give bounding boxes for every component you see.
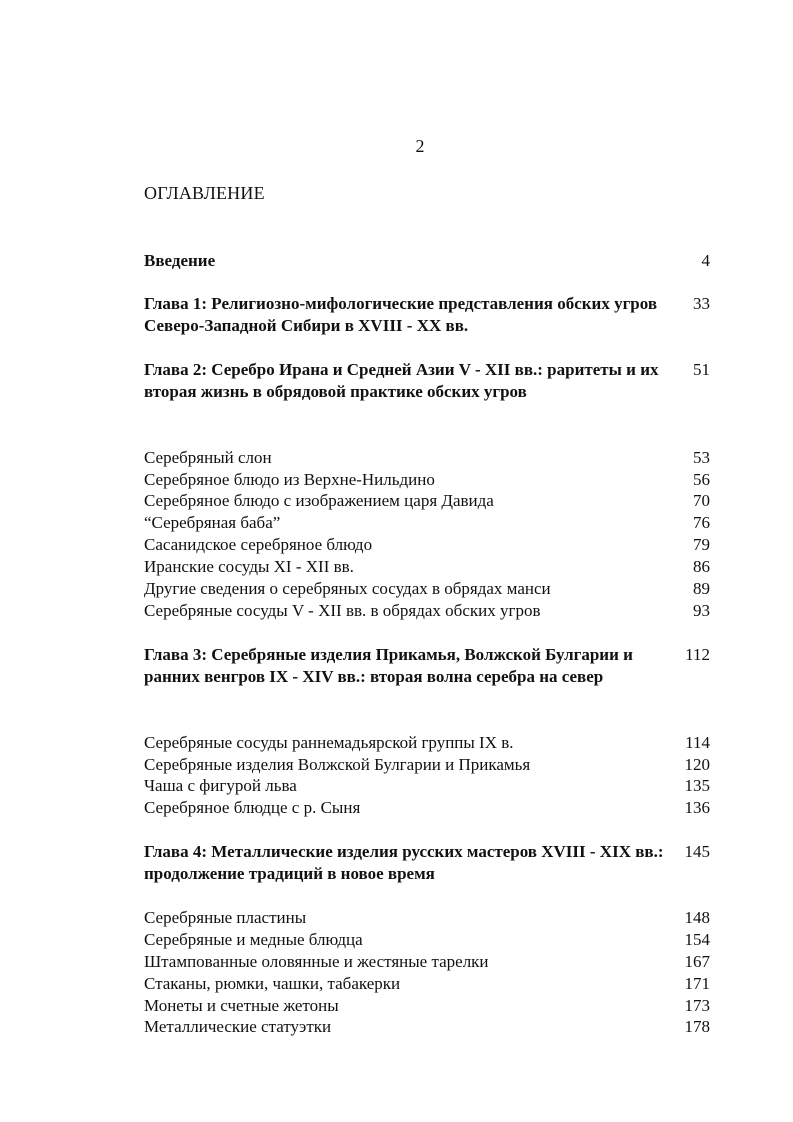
toc-subentry[interactable]: [144, 995, 710, 1017]
toc-subentry[interactable]: [144, 534, 710, 556]
toc-entry-title: Введение: [144, 251, 216, 270]
toc-subentry-title: Штампованные оловянные и жестяные тарелки: [144, 952, 489, 971]
toc-subentry-page: 53: [693, 448, 710, 467]
toc-subentry-title: Серебряное блюдо с изображением царя Давида: [144, 491, 494, 510]
toc-subentry-title: Иранские сосуды XI - XII вв.: [144, 557, 354, 576]
toc-subentry[interactable]: [144, 1016, 710, 1038]
toc-subentry-title: Серебряные изделия Волжской Булгарии и Прикамья: [144, 755, 531, 774]
toc-subentry-title: Серебряное блюдце с р. Сыня: [144, 798, 361, 817]
toc-subentry-page: 56: [693, 470, 710, 489]
toc-subentry-page: 76: [693, 513, 710, 532]
toc-entry-introduction[interactable]: [144, 250, 710, 272]
toc-subentry[interactable]: [144, 447, 710, 469]
toc-subentry-title: Чаша с фигурой льва: [144, 776, 297, 795]
toc-subentry-title: Стаканы, рюмки, чашки, табакерки: [144, 974, 401, 993]
toc-subentry-title: Другие сведения о серебряных сосудах в обрядах манси: [144, 579, 551, 598]
toc-subentry-page: 93: [693, 601, 710, 620]
toc-subentry-page: 148: [684, 908, 710, 927]
toc-subentry[interactable]: [144, 775, 710, 797]
toc-entry-chapter-3[interactable]: [144, 644, 710, 688]
toc-entry-chapter-4[interactable]: [144, 841, 710, 885]
toc-subentry-page: 136: [684, 798, 710, 817]
toc-entry-page: 4: [701, 251, 710, 270]
toc-entry-chapter-2[interactable]: [144, 359, 710, 403]
toc-subentry[interactable]: [144, 797, 710, 819]
toc-subentry[interactable]: [144, 732, 710, 754]
toc-subentry-title: Металлические статуэтки: [144, 1017, 332, 1036]
toc-subentry-title: Монеты и счетные жетоны: [144, 996, 339, 1015]
toc-entry-chapter-1[interactable]: [144, 293, 710, 337]
toc-subentry-title: Серебряное блюдо из Верхне-Нильдино: [144, 470, 435, 489]
toc-subentry-page: 70: [693, 491, 710, 510]
toc-subentry-page: 79: [693, 535, 710, 554]
toc-subentry-page: 171: [684, 974, 710, 993]
toc-subentry-page: 89: [693, 579, 710, 598]
toc-subentry[interactable]: [144, 490, 710, 512]
toc-entry-page: 33: [693, 294, 710, 313]
toc-subentry-page: 135: [684, 776, 710, 795]
toc-subentry-page: 178: [684, 1017, 710, 1036]
toc-subentry[interactable]: [144, 469, 710, 491]
toc-entry-page: 112: [685, 645, 710, 664]
toc-subentry-page: 86: [693, 557, 710, 576]
toc-subentry[interactable]: [144, 556, 710, 578]
toc-subentry-title: Серебряные сосуды раннемадьярской группы IX в.: [144, 733, 514, 752]
toc-subentry-title: Серебряные пластины: [144, 908, 307, 927]
toc-subentry-title: Серебряные сосуды V - XII вв. в обрядах обских угров: [144, 601, 541, 620]
toc-subentry-page: 120: [684, 755, 710, 774]
toc-subentry-page: 114: [685, 733, 710, 752]
toc-subentry[interactable]: [144, 907, 710, 929]
page-number: 2: [415, 136, 425, 156]
toc-entry-title: Глава 3: Серебряные изделия Прикамья, Волжской Булгарии и ранних венгров IX - XIV вв.: вторая волна серебра на север: [144, 645, 633, 686]
toc-entry-page: 145: [684, 842, 710, 861]
toc-subentry[interactable]: [144, 512, 710, 534]
toc-subentry-title: Сасанидское серебряное блюдо: [144, 535, 373, 554]
toc-subentry-page: 173: [684, 996, 710, 1015]
toc-subentry-page: 154: [684, 930, 710, 949]
toc-subentry-title: Серебряные и медные блюдца: [144, 930, 363, 949]
toc-subentry-title: “Серебряная баба”: [144, 513, 281, 532]
toc-subentry[interactable]: [144, 951, 710, 973]
toc-subentry[interactable]: [144, 578, 710, 600]
toc-subentry[interactable]: [144, 600, 710, 622]
toc-title: ОГЛАВЛЕНИЕ: [144, 183, 265, 203]
toc-entry-title: Глава 2: Серебро Ирана и Средней Азии V - XII вв.: раритеты и их вторая жизнь в обрядовой практике обских угров: [144, 360, 659, 401]
toc-subentry[interactable]: [144, 929, 710, 951]
toc-subentry-title: Серебряный слон: [144, 448, 272, 467]
toc-subentry-page: 167: [684, 952, 710, 971]
toc-entry-page: 51: [693, 360, 710, 379]
toc-subentry[interactable]: [144, 973, 710, 995]
toc-subentry[interactable]: [144, 754, 710, 776]
toc-entry-title: Глава 4: Металлические изделия русских мастеров XVIII - XIX вв.: продолжение традиций в новое время: [144, 842, 664, 883]
toc-entry-title: Глава 1: Религиозно-мифологические представления обских угров Северо-Западной Сибири в XVIII - XX вв.: [144, 294, 658, 335]
